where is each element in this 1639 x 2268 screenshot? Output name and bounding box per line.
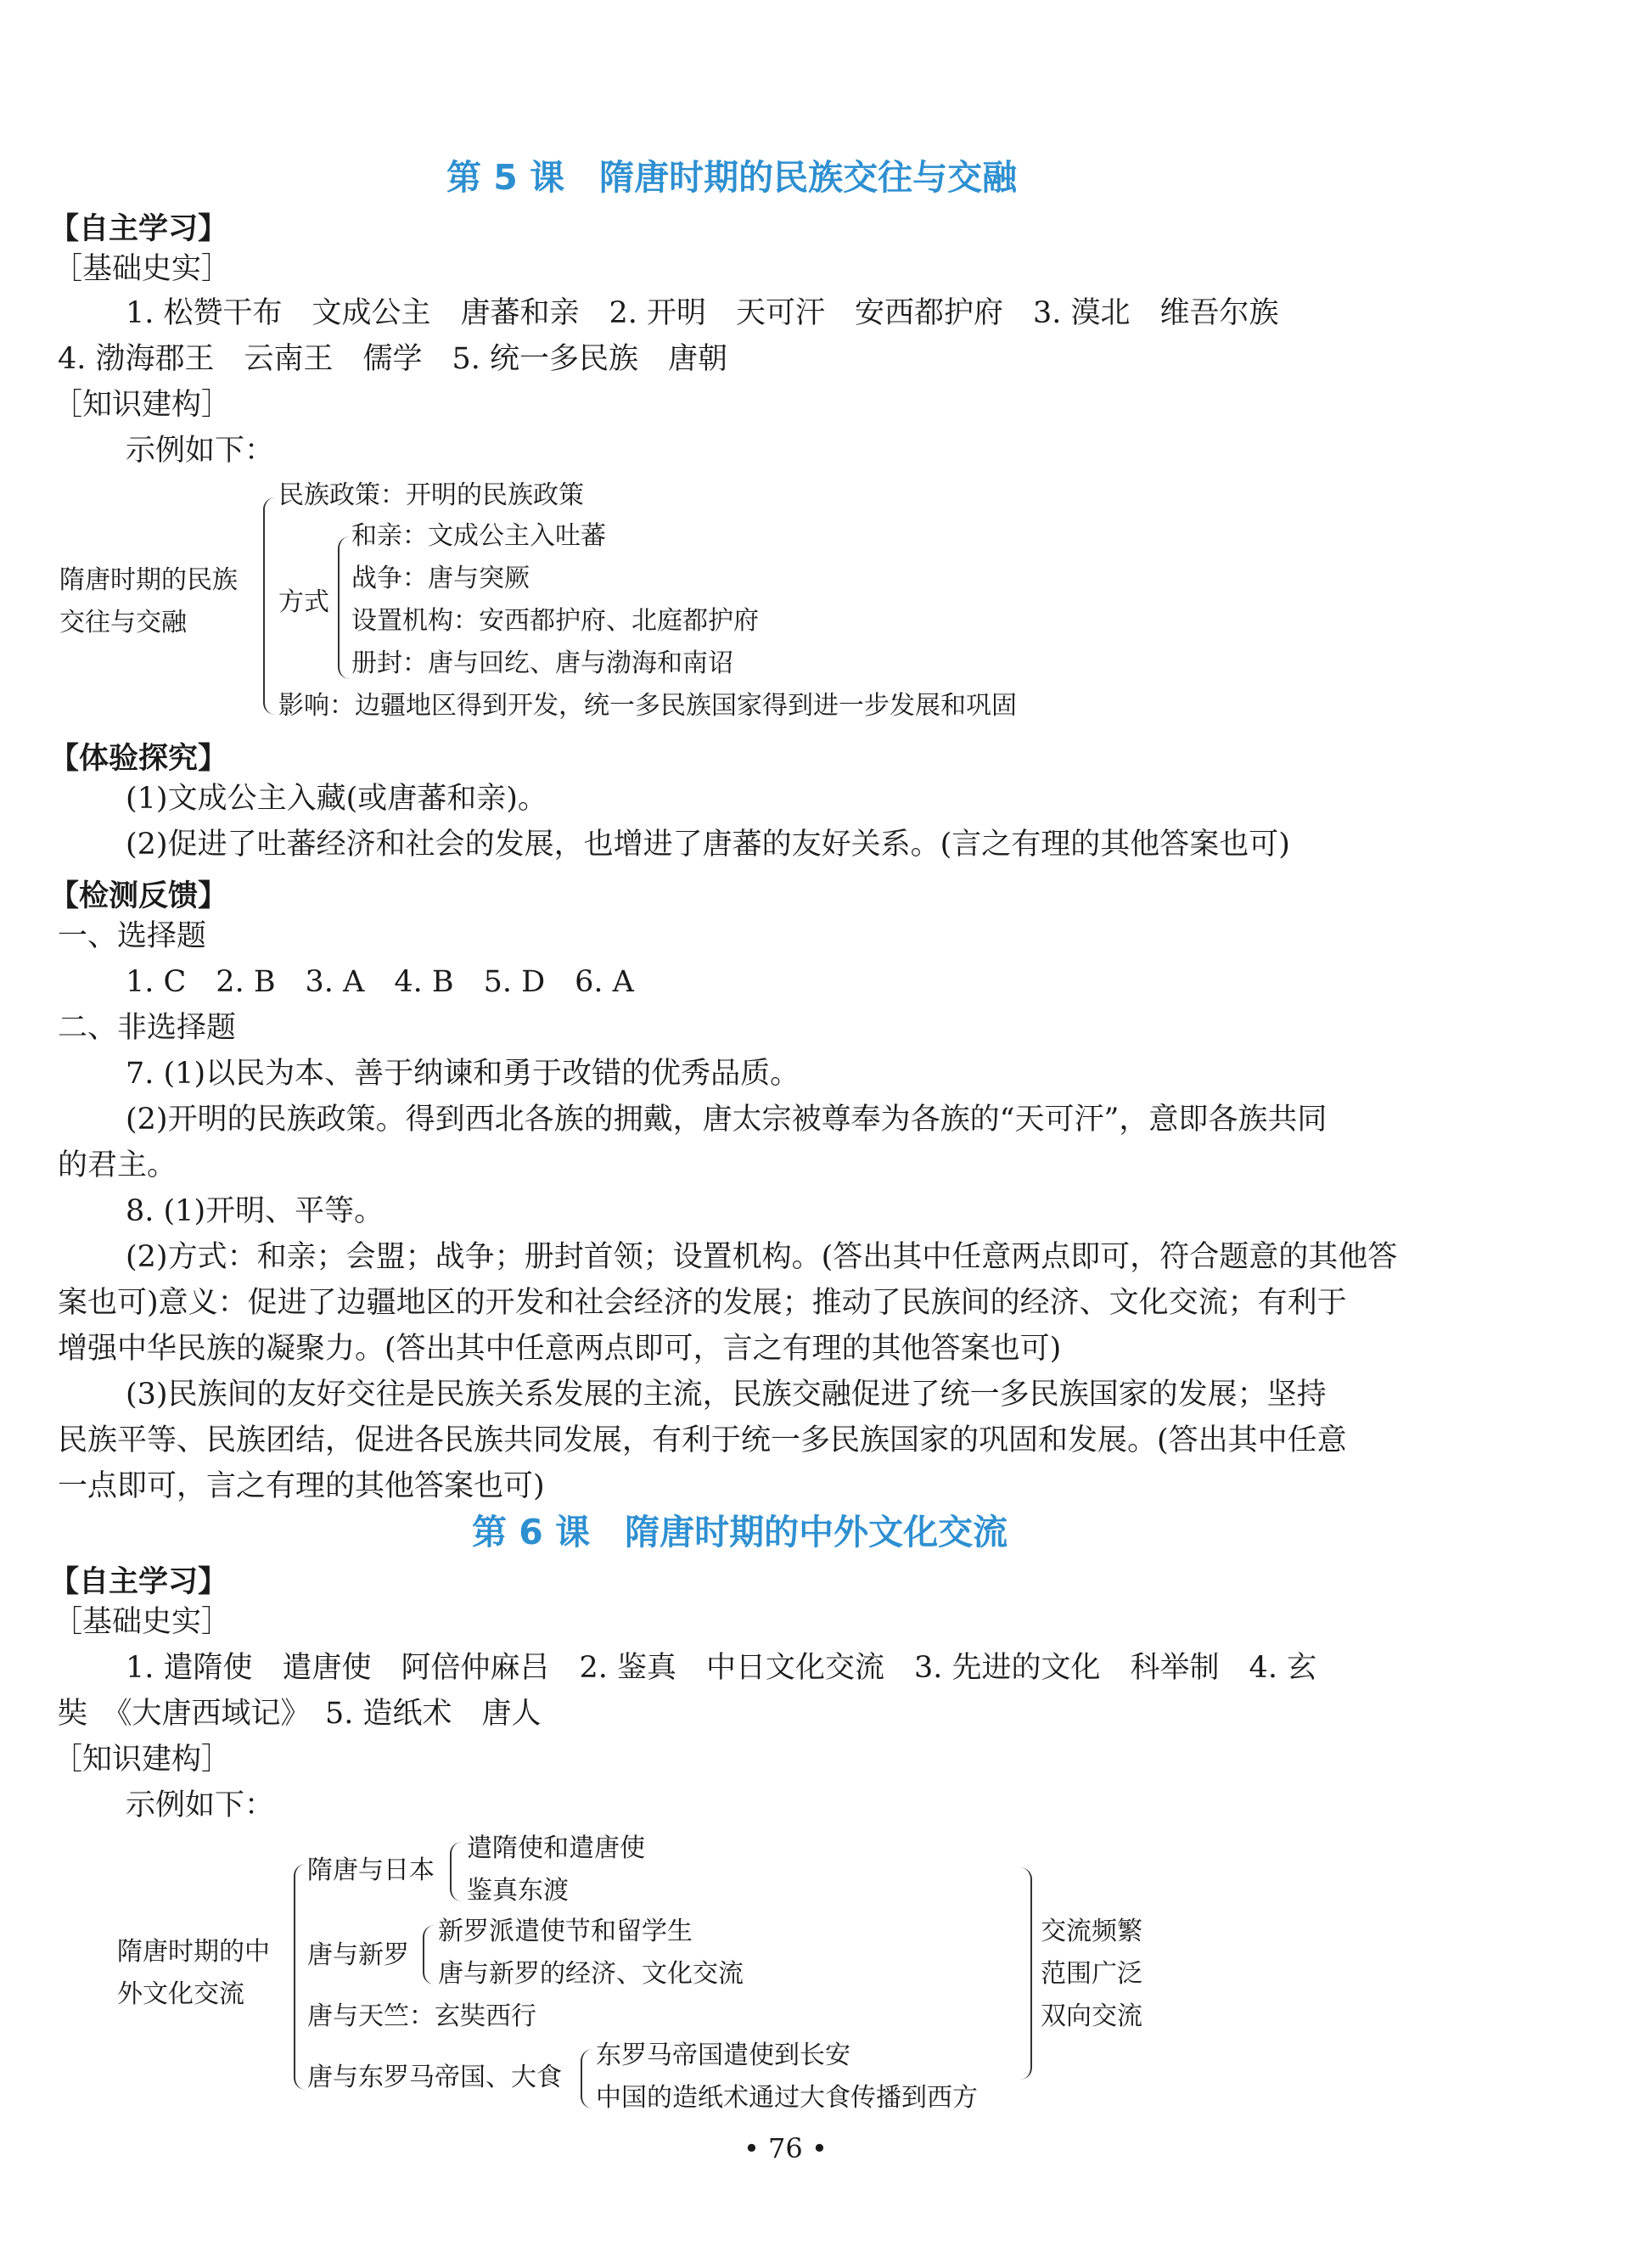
- q8-answer-3-cont: 民族平等、民族团结，促进各民族共同发展，有利于统一多民族国家的巩固和发展。(答出其中任意: [58, 1423, 1347, 1457]
- diagram-branch-japan: 隋唐与日本: [307, 1855, 435, 1885]
- subsection-zhishi-jiangou: ［知识建构］: [53, 1743, 232, 1777]
- q8-answer-1: 8. (1)开明、平等。: [126, 1194, 384, 1228]
- q8-answer-3-cont: 一点即可，言之有理的其他答案也可): [58, 1469, 545, 1503]
- diagram-leaf: 东罗马帝国遣使到长安: [596, 2041, 850, 2070]
- section-zizhu-xuexi: 【自主学习】: [49, 212, 228, 246]
- diagram-leaf: 中国的造纸术通过大食传播到西方: [596, 2083, 978, 2113]
- diagram-method-item: 和亲：文成公主入吐蕃: [351, 521, 606, 551]
- diagram-root-line2: 交往与交融: [59, 608, 187, 637]
- q7-answer-1: 7. (1)以民为本、善于纳谏和勇于改错的优秀品质。: [126, 1057, 800, 1091]
- jichu-answers-line1: 1. 松赞干布 文成公主 唐蕃和亲 2. 开明 天可汗 安西都护府 3. 漠北 维吾尔族: [126, 296, 1279, 330]
- diagram-rome-brace: [581, 2049, 592, 2108]
- subsection-zhishi-jiangou: ［知识建构］: [53, 388, 232, 422]
- diagram-method-item: 册封：唐与回纥、唐与渤海和南诏: [351, 648, 733, 678]
- q8-answer-3: (3)民族间的友好交往是民族关系发展的主流，民族交融促进了统一多民族国家的发展；坚持: [126, 1378, 1327, 1412]
- diagram-japan-brace: [450, 1842, 462, 1901]
- lesson5-title: 第 5 课 隋唐时期的民族交往与交融: [446, 157, 1018, 198]
- diagram-leaf: 遣隋使和遣唐使: [467, 1833, 645, 1863]
- diagram-root-line2: 外文化交流: [117, 1979, 244, 2009]
- diagram-root-line1: 隋唐时期的民族: [59, 565, 238, 595]
- jichu-answers-line1: 1. 遣隋使 遣唐使 阿倍仲麻吕 2. 鉴真 中日文化交流 3. 先进的文化 科举制 4. 玄: [126, 1651, 1317, 1685]
- diagram-leaf: 鉴真东渡: [467, 1876, 569, 1906]
- q8-answer-2-cont: 案也可)意义：促进了边疆地区的开发和社会经济的发展；推动了民族间的经济、文化交流；有利于: [58, 1286, 1347, 1320]
- subsection-jichu-shishi: ［基础史实］: [53, 1605, 232, 1639]
- jichu-answers-line2: 4. 渤海郡王 云南王 儒学 5. 统一多民族 唐朝: [58, 342, 728, 376]
- diagram-leaf: 新罗派遣使节和留学生: [438, 1917, 693, 1946]
- diagram-method: 方式: [278, 587, 329, 617]
- section-tiyan-tanjiu: 【体验探究】: [49, 742, 228, 776]
- diagram-method-item: 设置机构：安西都护府、北庭都护府: [351, 606, 759, 636]
- tiyan-answer-2: (2)促进了吐蕃经济和社会的发展，也增进了唐蕃的友好关系。(言之有理的其他答案也可): [126, 828, 1290, 862]
- q7-answer-2-cont: 的君主。: [58, 1148, 177, 1182]
- subsection-jichu-shishi: ［基础史实］: [53, 252, 232, 286]
- q7-answer-2: (2)开明的民族政策。得到西北各族的拥戴，唐太宗被尊奉为各族的“天可汗”，意即各族共同: [126, 1103, 1327, 1137]
- diagram-branch-silla: 唐与新罗: [307, 1940, 409, 1970]
- diagram-main-brace: [263, 497, 278, 715]
- diagram-conclusion: 双向交流: [1041, 2001, 1142, 2031]
- page-number: • 76 •: [744, 2132, 828, 2164]
- diagram-root-line1: 隋唐时期的中: [117, 1937, 270, 1967]
- section-zizhu-xuexi: 【自主学习】: [49, 1565, 228, 1599]
- diagram-silla-brace: [423, 1925, 435, 1984]
- example-label: 示例如下：: [126, 1788, 275, 1822]
- q8-answer-2: (2)方式：和亲；会盟；战争；册封首领；设置机构。(答出其中任意两点即可，符合题意的其他答: [126, 1240, 1398, 1274]
- diagram-conclusion: 范围广泛: [1041, 1959, 1142, 1989]
- diagram-main-brace: [294, 1864, 309, 2090]
- section-jiance-fankui: 【检测反馈】: [49, 879, 228, 913]
- diagram-branch-rome: 唐与东罗马帝国、大食: [307, 2063, 562, 2092]
- choice-answers: 1. C 2. B 3. A 4. B 5. D 6. A: [126, 965, 634, 999]
- diagram-branch-india: 唐与天竺：玄奘西行: [307, 2001, 536, 2031]
- diagram-conclusion: 交流频繁: [1041, 1917, 1142, 1946]
- diagram-policy: 民族政策：开明的民族政策: [278, 480, 584, 510]
- nonchoice-title: 二、非选择题: [58, 1011, 237, 1045]
- diagram-leaf: 唐与新罗的经济、文化交流: [438, 1959, 744, 1989]
- q8-answer-2-cont: 增强中华民族的凝聚力。(答出其中任意两点即可，言之有理的其他答案也可): [58, 1332, 1062, 1366]
- choice-title: 一、选择题: [58, 919, 207, 953]
- diagram-right-brace: [1019, 1867, 1032, 2080]
- jichu-answers-line2: 奘 《大唐西域记》 5. 造纸术 唐人: [58, 1697, 542, 1731]
- diagram-method-brace: [338, 536, 351, 679]
- diagram-method-item: 战争：唐与突厥: [351, 564, 530, 593]
- tiyan-answer-1: (1)文成公主入藏(或唐蕃和亲)。: [126, 782, 547, 816]
- lesson6-title: 第 6 课 隋唐时期的中外文化交流: [472, 1512, 1008, 1552]
- diagram-impact: 影响：边疆地区得到开发，统一多民族国家得到进一步发展和巩固: [278, 691, 1017, 721]
- example-label: 示例如下：: [126, 434, 275, 468]
